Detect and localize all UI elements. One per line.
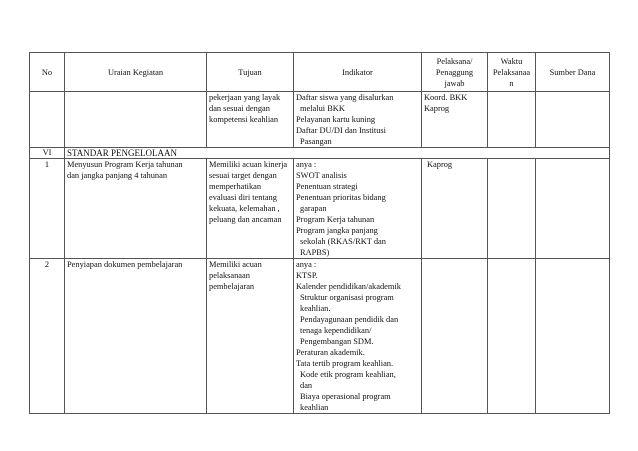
text-line: melalui BKK [300,104,345,113]
cell-uraian [65,159,207,259]
header-waktu-line: Pelaksanaa [492,67,531,77]
cell-waktu [488,92,536,148]
cell-sumber-dana [536,159,610,259]
text-line: keahlian. [300,304,331,313]
text-line: Program jangka panjang [296,226,378,235]
text-line: Kalender pendidikan/akademik [296,282,401,291]
text-line: Menyusun Program Kerja tahunan [67,160,183,169]
cell-pelaksana [422,159,488,259]
text-line: Tata tertib program keahlian. [296,359,394,368]
cell-waktu [488,259,536,414]
section-row [30,148,610,159]
header-pelaksana-line: Pelaksana/ [436,56,473,66]
cell-indikator [294,92,422,148]
text-line: tenaga kependidikan/ [300,326,372,335]
text-line: sekolah (RKAS/RKT dan [300,237,386,246]
cell-pelaksana [422,92,488,148]
cell-tujuan [207,259,294,414]
text-line: Penyiapan dokumen pembelajaran [67,260,183,269]
cell-sumber-dana [536,92,610,148]
cell-no: 2 [30,259,65,414]
text-line: Penentuan strategi [296,182,358,191]
header-uraian-kegiatan: Uraian Kegiatan [65,53,207,92]
table-row-continued [30,92,610,148]
text-line: Program Kerja tahunan [296,215,375,224]
text-line: kompetensi keahlian [209,115,279,124]
cell-uraian [65,92,207,148]
cell-uraian [65,259,207,414]
cell-indikator [294,259,422,414]
section-title: STANDAR PENGELOLAAN [65,148,610,159]
cell-no: 1 [30,159,65,259]
text-line: Penentuan prioritas bidang [296,193,386,202]
header-pelaksana-line: Penaggung [435,67,474,77]
header-pelaksana [422,53,488,92]
header-waktu-line: n [509,78,514,88]
text-line: Pendayagunaan pendidik dan [300,315,399,324]
text-line: RAPBS) [300,248,330,257]
header-indikator: Indikator [294,53,422,92]
header-no: No [30,53,65,92]
table-row [30,259,610,414]
cell-waktu [488,159,536,259]
text-line: Kaprog [427,160,453,169]
text-line: Pengembangan SDM. [300,337,374,346]
text-line: evaluasi diri tentang [209,193,277,202]
text-line: pelaksanaan [209,271,250,280]
cell-tujuan [207,159,294,259]
text-line: pekerjaan yang layak [209,93,281,102]
header-tujuan: Tujuan [207,53,294,92]
header-pelaksana-line: jawab [444,78,465,88]
cell-pelaksana [422,259,488,414]
cell-tujuan [207,92,294,148]
text-line: anya : [296,260,317,269]
header-sumber-dana: Sumber Dana [536,53,610,92]
text-line: garapan [300,204,327,213]
text-line: kekuata, kelemahan , [209,204,280,213]
text-line: sesuai target dengan [209,171,277,180]
cell-no [30,92,65,148]
text-line: dan [300,381,313,390]
text-line: Daftar DU/DI dan Institusi [296,126,387,135]
text-line: Memiliki acuan [209,260,262,269]
text-line: KTSP. [296,271,318,280]
text-line: Memiliki acuan kinerja [209,160,288,169]
text-line: Struktur organisasi program [300,293,394,302]
cell-sumber-dana [536,259,610,414]
text-line: dan jangka panjang 4 tahunan [67,171,168,180]
table-row [30,159,610,259]
text-line: dan sesuai dengan [209,104,270,113]
text-line: pembelajaran [209,282,255,291]
text-line: Biaya operasional program [300,392,391,401]
text-line: Kode etik program keahlian, [300,370,396,379]
text-line: Pasangan [300,137,332,146]
text-line: Kaprog [424,104,450,113]
text-line: peluang dan ancaman [209,215,282,224]
table-header-row [30,53,610,92]
text-line: Peraturan akademik. [296,348,365,357]
header-waktu [488,53,536,92]
section-number: VI [30,148,65,159]
text-line: Daftar siswa yang disalurkan [296,93,394,102]
text-line: keahlian [300,403,329,412]
cell-indikator [294,159,422,259]
text-line: Koord. BKK [424,93,468,102]
text-line: memperhatikan [209,182,262,191]
text-line: SWOT analisis [296,171,347,180]
text-line: anya : [296,160,317,169]
activity-table [29,52,610,414]
text-line: Pelayanan kartu kuning [296,115,376,124]
header-waktu-line: Waktu [500,56,523,66]
